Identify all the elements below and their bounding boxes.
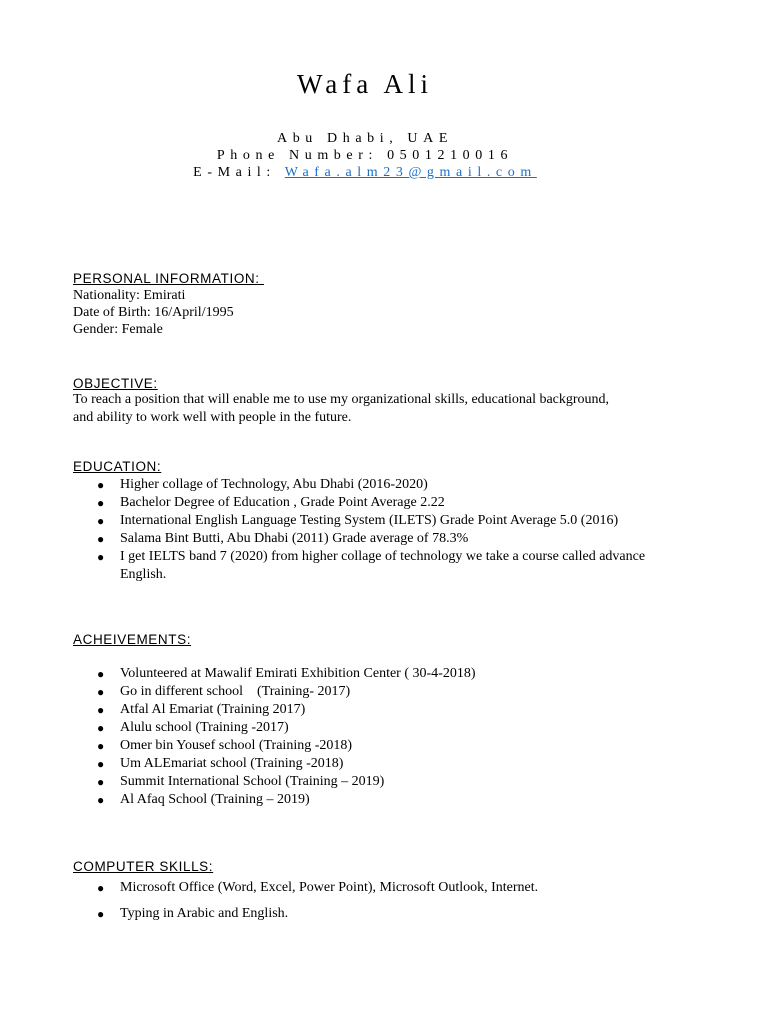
list-item: ● Volunteered at Mawalif Emirati Exhibition Center ( 30-4-2018): [97, 666, 476, 681]
list-item: ● Bachelor Degree of Education , Grade Point Average 2.22: [97, 495, 445, 510]
list-item: ● Alulu school (Training -2017): [97, 720, 289, 735]
objective-heading: OBJECTIVE:: [73, 376, 158, 391]
email-link[interactable]: Wafa.alm23@gmail.com: [284, 165, 537, 180]
computer-skills-heading: COMPUTER SKILLS:: [73, 859, 214, 874]
achievements-heading: ACHEIVEMENTS:: [73, 632, 192, 647]
list-item: ● Microsoft Office (Word, Excel, Power Point), Microsoft Outlook, Internet.: [97, 880, 539, 895]
list-item: ● Typing in Arabic and English.: [97, 906, 289, 921]
personal-info-heading: PERSONAL INFORMATION:: [73, 271, 264, 286]
bullet-icon: ●: [97, 496, 105, 510]
nationality: Nationality: Emirati: [73, 288, 186, 303]
list-item: ● Atfal Al Emariat (Training 2017): [97, 702, 306, 717]
candidate-name: Wafa Ali: [296, 69, 434, 99]
list-item: ● Omer bin Yousef school (Training -2018): [97, 738, 353, 753]
date-of-birth: Date of Birth: 16/April/1995: [73, 305, 234, 320]
email-label: E-Mail:: [193, 165, 285, 180]
bullet-icon: ●: [97, 775, 105, 789]
list-item: ● Summit International School (Training – 2019): [97, 774, 385, 789]
objective-text: To reach a position that will enable me to use my organizational skills, educational background, and ability to work well with people in the future.: [73, 392, 610, 425]
computer-skills-list: [73, 879, 663, 923]
email-line: [0, 164, 730, 181]
education-list: [73, 476, 663, 584]
list-item: ● Go in different school (Training- 2017): [97, 684, 351, 699]
list-item: ● Salama Bint Butti, Abu Dhabi (2011) Grade average of 78.3%: [97, 531, 469, 546]
bullet-icon: ●: [97, 739, 105, 753]
bullet-icon: ●: [97, 703, 105, 717]
bullet-icon: ●: [97, 514, 105, 528]
list-item: ● Al Afaq School (Training – 2019): [97, 792, 310, 807]
phone-number: 0501210016: [387, 148, 514, 163]
bullet-icon: ●: [97, 721, 105, 735]
bullet-icon: ●: [97, 881, 105, 895]
list-item: ● International English Language Testing System (ILETS) Grade Point Average 5.0 (2016): [97, 513, 619, 528]
bullet-icon: ●: [97, 478, 105, 492]
phone-label: Phone Number:: [216, 148, 388, 163]
gender: Gender: Female: [73, 322, 163, 337]
list-item: ● Higher collage of Technology, Abu Dhabi (2016-2020): [97, 477, 428, 492]
bullet-icon: ●: [97, 685, 105, 699]
phone-line: [0, 147, 730, 164]
education-heading: EDUCATION:: [73, 459, 162, 474]
list-item: ● Um ALEmariat school (Training -2018): [97, 756, 344, 771]
bullet-icon: ●: [97, 532, 105, 546]
bullet-icon: ●: [97, 757, 105, 771]
location: Abu Dhabi, UAE: [277, 131, 453, 146]
achievements-list: [73, 665, 663, 809]
bullet-icon: ●: [97, 667, 105, 681]
bullet-icon: ●: [97, 793, 105, 807]
bullet-icon: ●: [97, 550, 105, 564]
bullet-icon: ●: [97, 907, 105, 921]
list-item: ● I get IELTS band 7 (2020) from higher collage of technology we take a course called advance English.: [97, 549, 646, 582]
